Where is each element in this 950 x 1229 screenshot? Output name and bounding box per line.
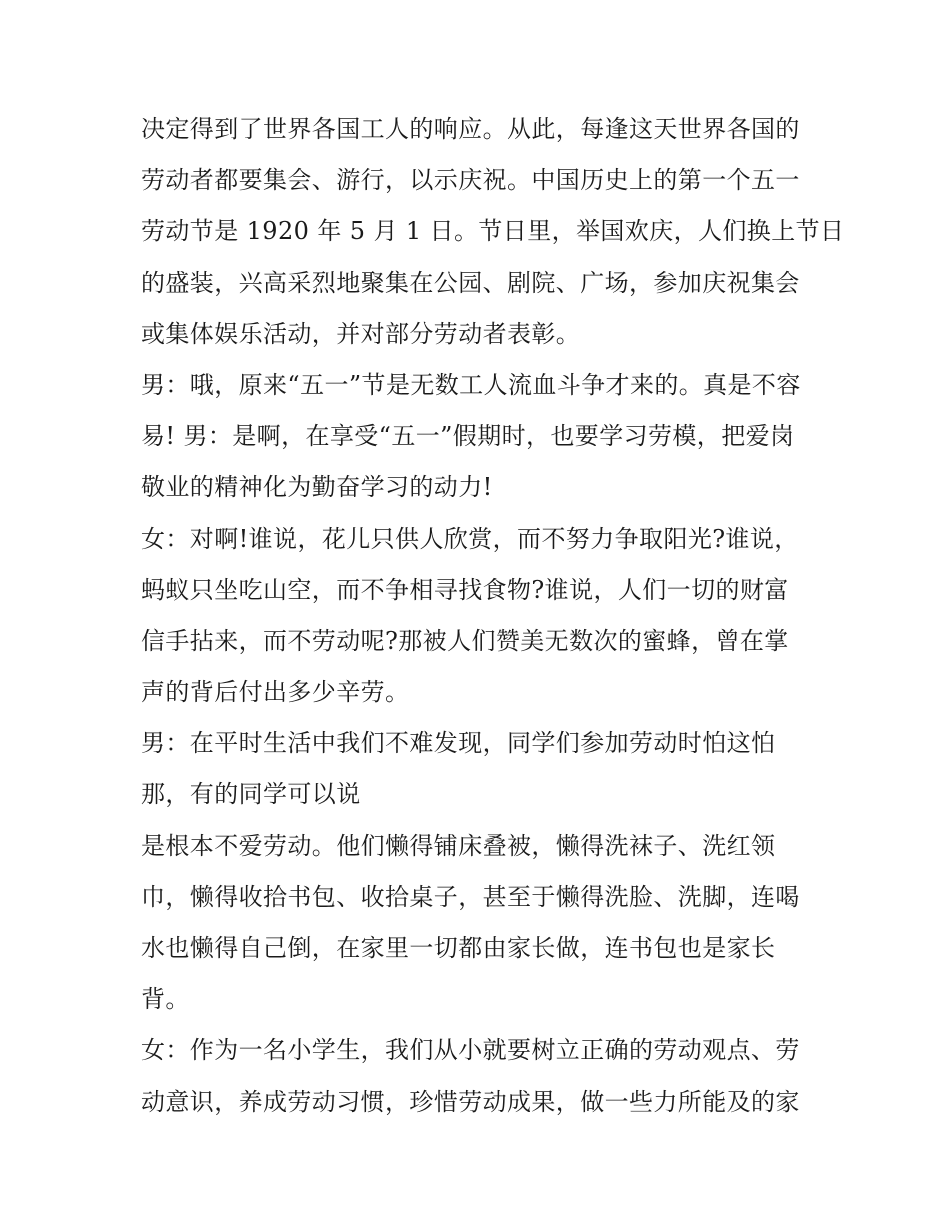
text-line: 劳动节是 1920 年 5 月 1 日。节日里，举国欢庆，人们换上节日 bbox=[141, 217, 845, 246]
document-body bbox=[141, 104, 845, 1128]
text-line: 男：在平时生活中我们不难发现，同学们参加劳动时怕这怕 bbox=[141, 729, 776, 758]
text-line: 女：作为一名小学生，我们从小就要树立正确的劳动观点、劳 bbox=[141, 1036, 800, 1065]
text-line: 易! 男：是啊，在享受“五一”假期时，也要学习劳模，把爱岗 bbox=[141, 422, 795, 451]
text-line: 劳动者都要集会、游行，以示庆祝。中国历史上的第一个五一 bbox=[141, 166, 800, 195]
text-line: 声的背后付出多少辛劳。 bbox=[141, 678, 410, 707]
text-line: 或集体娱乐活动，并对部分劳动者表彰。 bbox=[141, 319, 581, 348]
text-line: 是根本不爱劳动。他们懒得铺床叠被，懒得洗袜子、洗红领 bbox=[141, 831, 776, 860]
text-line: 男：哦，原来“五一”节是无数工人流血斗争才来的。真是不容 bbox=[141, 370, 801, 399]
text-line: 敬业的精神化为勤奋学习的动力! bbox=[141, 473, 493, 502]
text-line: 信手拈来，而不劳动呢?那被人们赞美无数次的蜜蜂，曾在掌 bbox=[141, 626, 789, 655]
text-line: 的盛装，兴高采烈地聚集在公园、剧院、广场，参加庆祝集会 bbox=[141, 268, 800, 297]
text-line: 女：对啊!谁说，花儿只供人欣赏，而不努力争取阳光?谁说， bbox=[141, 524, 799, 553]
text-line: 背。 bbox=[141, 985, 190, 1014]
text-line: 巾，懒得收拾书包、收拾桌子，甚至于懒得洗脸、洗脚，连喝 bbox=[141, 882, 800, 911]
text-line: 水也懒得自己倒，在家里一切都由家长做，连书包也是家长 bbox=[141, 934, 776, 962]
text-line: 那，有的同学可以说 bbox=[141, 780, 361, 809]
text-line: 蚂蚁只坐吃山空，而不争相寻找食物?谁说，人们一切的财富 bbox=[141, 575, 789, 604]
text-line: 决定得到了世界各国工人的响应。从此，每逢这天世界各国的 bbox=[141, 115, 800, 143]
text-line: 动意识，养成劳动习惯，珍惜劳动成果，做一些力所能及的家 bbox=[141, 1087, 800, 1116]
